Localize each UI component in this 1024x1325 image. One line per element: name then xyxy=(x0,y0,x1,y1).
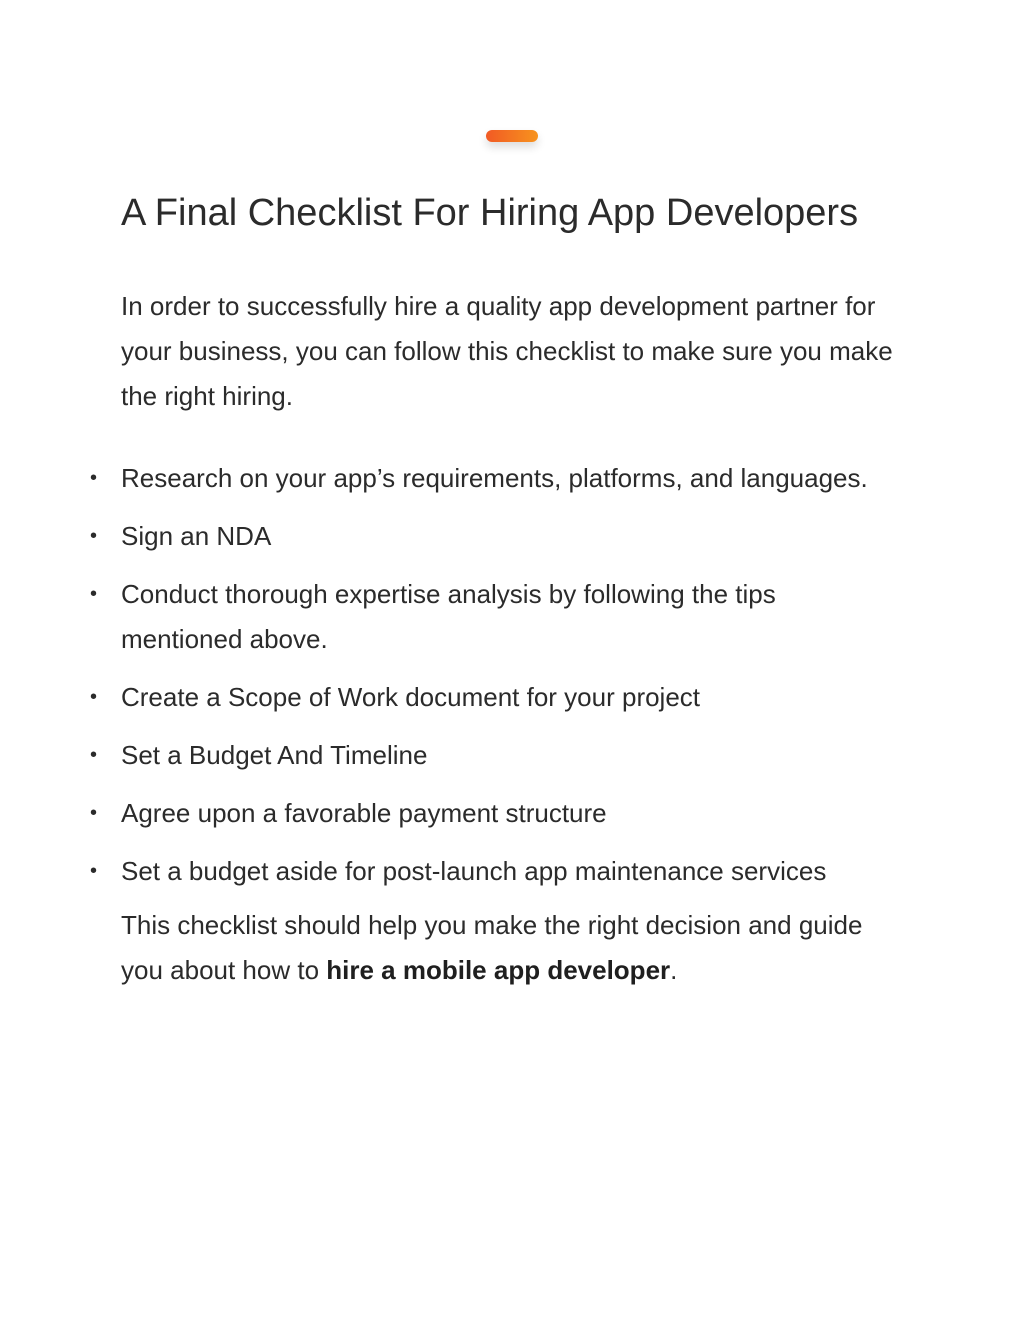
article-content xyxy=(90,190,901,993)
list-item-text: Sign an NDA xyxy=(121,521,272,551)
bullet-icon: • xyxy=(90,860,98,882)
checklist xyxy=(90,456,901,894)
accent-bar xyxy=(486,130,538,142)
list-item xyxy=(90,733,901,778)
list-item xyxy=(90,791,901,836)
list-item-text: Set a budget aside for post-launch app maintenance services xyxy=(121,856,827,886)
bullet-icon: • xyxy=(90,525,98,547)
list-item-text: Set a Budget And Timeline xyxy=(121,740,428,770)
intro-paragraph: In order to successfully hire a quality app development partner for your business, you can follow this checklist to make sure you make the right hiring. xyxy=(121,291,893,411)
bullet-icon: • xyxy=(90,467,98,489)
list-item-text: Research on your app’s requirements, platforms, and languages. xyxy=(121,463,868,493)
bullet-icon: • xyxy=(90,686,98,708)
bullet-icon: • xyxy=(90,744,98,766)
hire-developer-link-text: hire a mobile app developer xyxy=(326,955,671,985)
closing-paragraph xyxy=(121,903,901,993)
list-item-text: Create a Scope of Work document for your project xyxy=(121,682,701,712)
closing-period: . xyxy=(670,955,678,985)
list-item xyxy=(90,456,901,501)
list-item xyxy=(90,572,901,662)
list-item xyxy=(90,675,901,720)
bullet-icon: • xyxy=(90,583,98,605)
bullet-icon: • xyxy=(90,802,98,824)
page-title: A Final Checklist For Hiring App Developers xyxy=(121,192,859,234)
list-item-text: Conduct thorough expertise analysis by following the tips mentioned above. xyxy=(121,579,776,654)
list-item-text: Agree upon a favorable payment structure xyxy=(121,798,607,828)
list-item xyxy=(90,849,901,894)
closing-text: This checklist should help you make the right decision and guide you about how to xyxy=(121,910,863,985)
list-item xyxy=(90,514,901,559)
